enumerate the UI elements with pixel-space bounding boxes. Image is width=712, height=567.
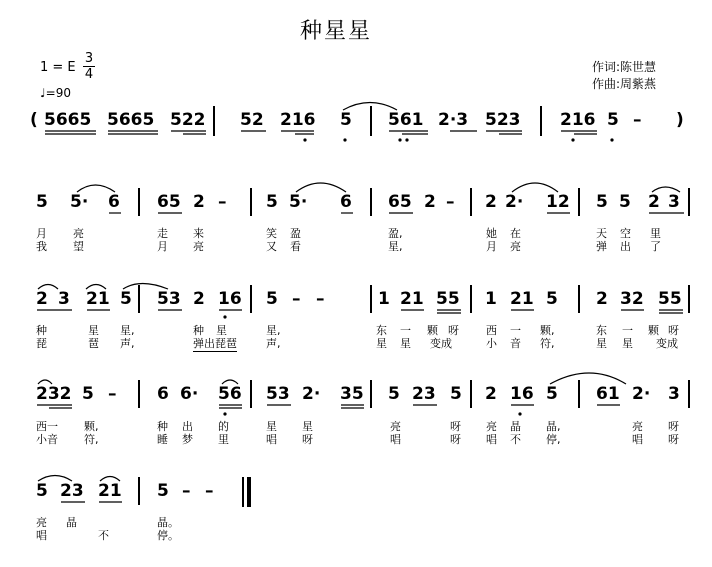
note-group: 5 [388, 384, 400, 404]
lyric: 晶 [510, 420, 521, 433]
lyric: 星 [400, 337, 411, 350]
note-group: 216 [560, 110, 596, 130]
lyric: 唱 [266, 433, 277, 446]
note-group: 2 [485, 384, 497, 404]
note-group: 53 [157, 289, 181, 309]
dash: – [108, 384, 117, 404]
note-group: 2· [302, 384, 321, 404]
lyric: 呀 [302, 433, 313, 446]
note-group: 6 [340, 192, 352, 212]
lyric: 种 [36, 324, 47, 337]
note-group: 23 [60, 481, 84, 501]
lyric: 星 [622, 337, 633, 350]
quarter-note-icon: ♩ [40, 86, 46, 100]
note-group: 5 [596, 192, 608, 212]
lyric: 亮 [632, 420, 643, 433]
lyric: 梦 [182, 433, 193, 446]
dash: – [446, 192, 455, 212]
lyric: 亮 [510, 240, 521, 253]
lyric: 星 [302, 420, 313, 433]
lyric: 声, [266, 337, 281, 350]
lyric: 呀 [668, 420, 679, 433]
note-group: 61 [596, 384, 620, 404]
note-group: 65 [388, 192, 412, 212]
dash: – [316, 289, 325, 309]
note-group: 2· [505, 192, 524, 212]
lyric: 符, [84, 433, 99, 446]
note-group: 5665 [107, 110, 155, 130]
note-group: 3 [668, 384, 680, 404]
note-group: 5 [607, 110, 619, 130]
lyric: 亮 [193, 240, 204, 253]
lyric: 音 [510, 337, 521, 350]
lyric: 走 [157, 227, 168, 240]
lyric: 星 [596, 337, 607, 350]
lyric: 呀 [450, 433, 461, 446]
note-group: 5 [82, 384, 94, 404]
note-group: 5 [36, 481, 48, 501]
lyric: 变成 [656, 337, 678, 350]
note-group: 216 [280, 110, 316, 130]
lyric: 晶。 [157, 516, 179, 529]
composer-credit: 作曲:周紫燕 [592, 77, 657, 91]
lyric: 不 [510, 433, 521, 446]
note-group: 6· [180, 384, 199, 404]
lyric: 来 [193, 227, 204, 240]
lyric: 星, [388, 240, 403, 253]
lyric: 的 [218, 420, 229, 433]
lyric: 晶, [546, 420, 561, 433]
note-group: 12 [546, 192, 570, 212]
lyric: 小 [486, 337, 497, 350]
lyric: 笑 [266, 227, 277, 240]
lyric: 琵 [36, 337, 47, 350]
note-group: 5 [619, 192, 631, 212]
note-group: 2 [485, 192, 497, 212]
note-group: 1 [485, 289, 497, 309]
lyric: 出 [182, 420, 193, 433]
note-group: 523 [485, 110, 521, 130]
note-group: 21 [510, 289, 534, 309]
lyric: 盈, [388, 227, 403, 240]
note-group: 21 [400, 289, 424, 309]
lyric: 一 [510, 324, 521, 337]
note-group: 56 [218, 384, 242, 404]
lyric: 望 [73, 240, 84, 253]
lyric: 月 [486, 240, 497, 253]
note-group: 3 [668, 192, 680, 212]
lyric: 呀 [668, 433, 679, 446]
note-group: 232 [36, 384, 72, 404]
lyric: 睡 [157, 433, 168, 446]
lyric: 星 [376, 337, 387, 350]
lyric: 唱 [390, 433, 401, 446]
note-group: 6 [108, 192, 120, 212]
note-group: 2 [424, 192, 436, 212]
lyric: 星 [216, 324, 227, 337]
lyric: 种 [157, 420, 168, 433]
note-group: 53 [266, 384, 290, 404]
note-group: 21 [86, 289, 110, 309]
lyric: 月 [36, 227, 47, 240]
note-group: 5 [546, 384, 558, 404]
note-group: 16 [510, 384, 534, 404]
lyric: 颗 [427, 324, 438, 337]
lyric: 里 [218, 433, 229, 446]
lyric: 亮 [486, 420, 497, 433]
lyric: 在 [510, 227, 521, 240]
dash: – [218, 192, 227, 212]
lyric: 琶 [88, 337, 99, 350]
note-group: 5· [289, 192, 308, 212]
lyric: 颗 [648, 324, 659, 337]
lyric: 符, [540, 337, 555, 350]
lyric: 停, [546, 433, 561, 446]
dash: – [633, 110, 642, 130]
time-signature-bottom: 4 [84, 67, 94, 82]
note-group: 2·3 [438, 110, 469, 130]
note-group: 32 [620, 289, 644, 309]
note-group: 5 [546, 289, 558, 309]
dash: – [205, 481, 214, 501]
note-group: 3 [58, 289, 70, 309]
lyric: 唱 [36, 529, 47, 542]
lyric: 星, [266, 324, 281, 337]
note-group: 522 [170, 110, 206, 130]
note-group: 2 [193, 289, 205, 309]
lyric: 里 [650, 227, 661, 240]
paren-open: ( [30, 110, 38, 130]
lyric: 西 [486, 324, 497, 337]
note-group: 55 [658, 289, 682, 309]
lyric: 盈 [290, 227, 301, 240]
lyric: 看 [290, 240, 301, 253]
lyric: 一 [622, 324, 633, 337]
note-group: 16 [218, 289, 242, 309]
note-group: 52 [240, 110, 264, 130]
lyric: 我 [36, 240, 47, 253]
lyric: 空 [620, 227, 631, 240]
note-group: 35 [340, 384, 364, 404]
note-group: 23 [412, 384, 436, 404]
lyric: 星, [120, 324, 135, 337]
tempo-value: =90 [45, 86, 71, 100]
lyric: 呀 [668, 324, 679, 337]
lyric: 小音 [36, 433, 58, 446]
note-group: 5 [36, 192, 48, 212]
dash: – [292, 289, 301, 309]
lyric: 一 [400, 324, 411, 337]
lyric: 月 [157, 240, 168, 253]
note-group: 5· [70, 192, 89, 212]
lyric: 亮 [390, 420, 401, 433]
lyric: 种 [193, 324, 204, 337]
lyric: 变成 [430, 337, 452, 350]
lyric: 东 [376, 324, 387, 337]
lyric: 她 [486, 227, 497, 240]
note-group: 5 [450, 384, 462, 404]
song-title: 种星星 [300, 19, 373, 44]
note-group: 5 [340, 110, 352, 130]
note-group: 55 [436, 289, 460, 309]
note-group: 6 [157, 384, 169, 404]
dash: – [182, 481, 191, 501]
lyric: 唱 [632, 433, 643, 446]
lyric: 呀 [450, 420, 461, 433]
note-group: 2· [632, 384, 651, 404]
note-group: 2 [596, 289, 608, 309]
lyric: 西一 [36, 420, 58, 433]
lyric: 呀 [448, 324, 459, 337]
note-group: 5 [157, 481, 169, 501]
note-group: 5 [266, 289, 278, 309]
lyricist-credit: 作词:陈世慧 [592, 60, 657, 74]
lyric: 了 [650, 240, 661, 253]
time-signature-top: 3 [84, 51, 94, 66]
note-group: 65 [157, 192, 181, 212]
note-group: 21 [98, 481, 122, 501]
note-group: 2 [193, 192, 205, 212]
lyric: 东 [596, 324, 607, 337]
lyric: 不 [98, 529, 109, 542]
lyric: 弹出琵琶 [193, 337, 237, 350]
note-group: 5 [266, 192, 278, 212]
note-group: 2 [648, 192, 660, 212]
lyric: 亮 [36, 516, 47, 529]
lyric: 出 [620, 240, 631, 253]
note-group: 561 [388, 110, 424, 130]
lyric: 声, [120, 337, 135, 350]
lyric: 天 [596, 227, 607, 240]
lyric: 晶 [66, 516, 77, 529]
paren-close: ) [676, 110, 684, 130]
lyric: 亮 [73, 227, 84, 240]
lyric: 颗, [84, 420, 99, 433]
note-group: 5665 [44, 110, 92, 130]
lyric: 又 [266, 240, 277, 253]
lyric: 颗, [540, 324, 555, 337]
lyric: 星 [266, 420, 277, 433]
lyric: 停。 [157, 529, 179, 542]
lyric: 弹 [596, 240, 607, 253]
key-signature: 1 = E [40, 60, 76, 75]
note-group: 5 [120, 289, 132, 309]
note-group: 2 [36, 289, 48, 309]
note-group: 1 [378, 289, 390, 309]
lyric: 星 [88, 324, 99, 337]
lyric: 唱 [486, 433, 497, 446]
